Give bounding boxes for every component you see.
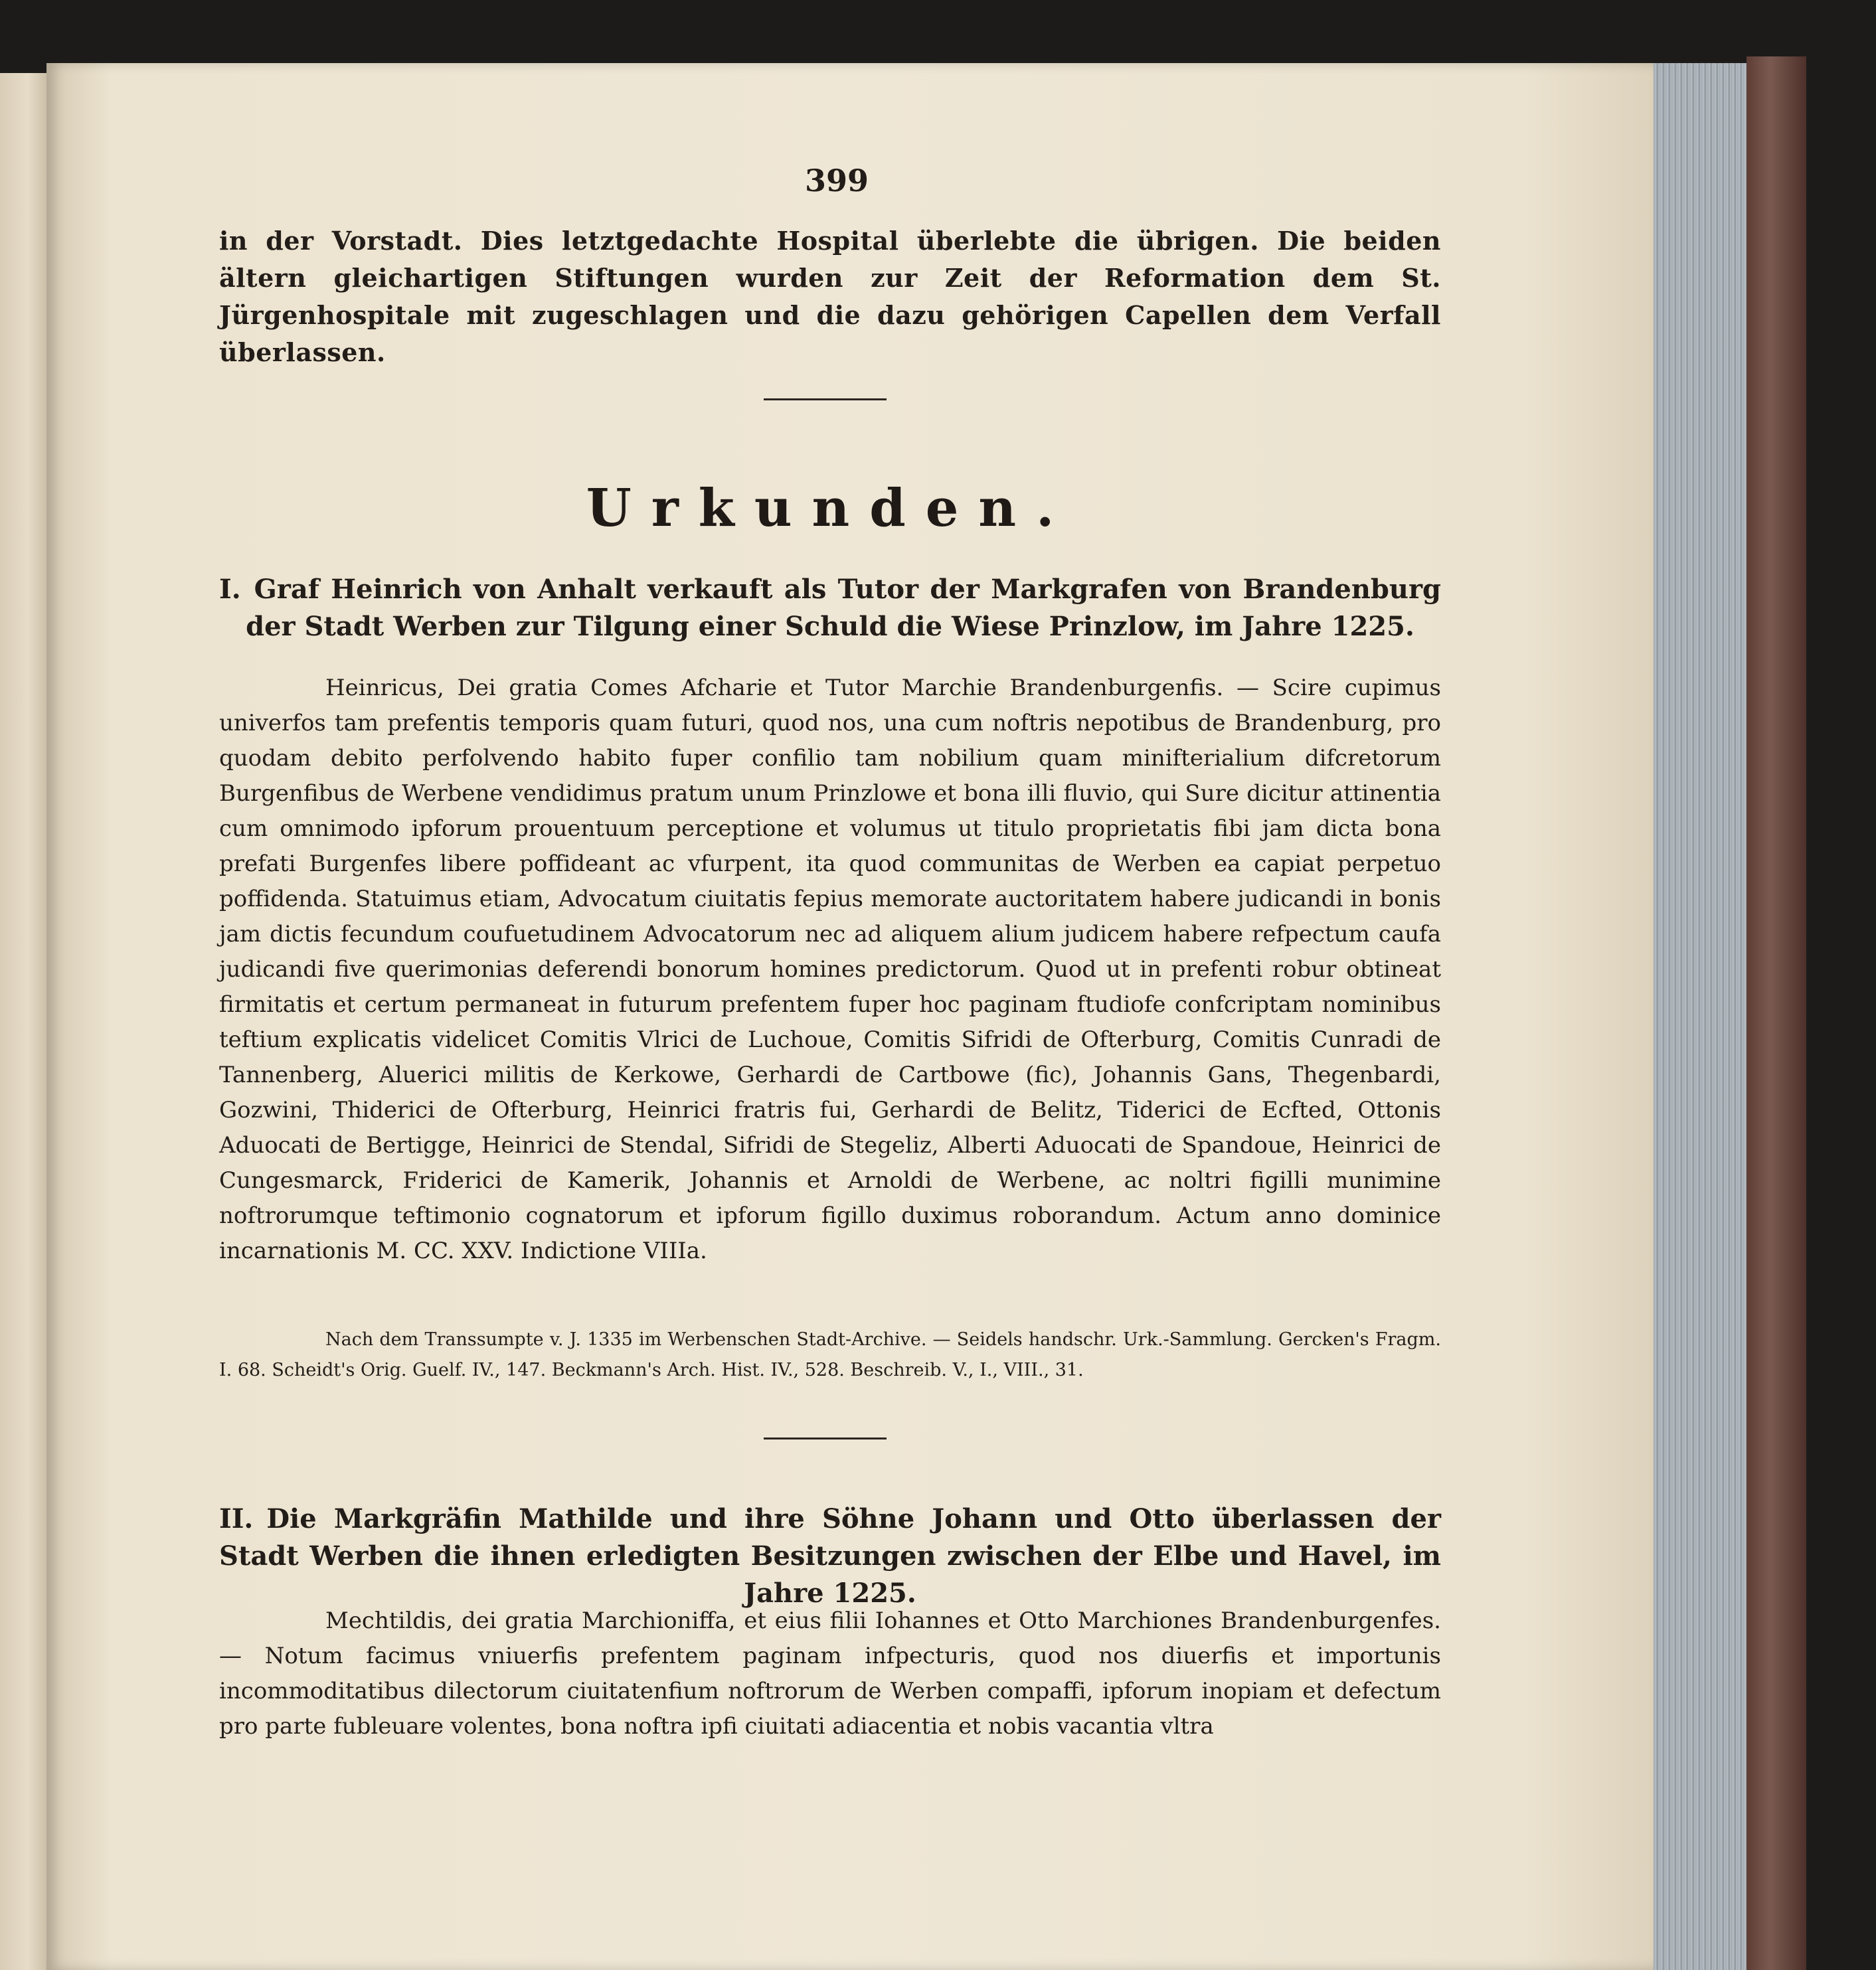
intro-paragraph: in der Vorstadt. Dies letztgedachte Hospital überlebte die übrigen. Die beiden ältern gleichartigen Stiftungen wurden zur Zeit der Reformation dem St. Jürgenhospitale mit zugeschlagen und die dazu gehörigen Capellen dem Verfall überlassen. <box>219 226 1441 367</box>
document-2-title-text: Die Markgräfin Mathilde und ihre Söhne Johann und Otto überlassen der Stadt Werben die ihnen erledigten Besitzungen zwischen der Elbe und Havel, im Jahre 1225. <box>219 1503 1441 1609</box>
document-1-title <box>219 571 1441 645</box>
left-page-edge <box>0 73 46 1970</box>
document-1-source: Nach dem Transsumpte v. J. 1335 im Werbenschen Stadt-Archive. — Seidels handschr. Urk.-Sammlung. Gercken's Fragm. I. 68. Scheidt's Orig. Guelf. IV., 147. Beckmann's Arch. Hist. IV., 528. Beschreib. V., I., VIII., 31. <box>219 1329 1441 1380</box>
page-number: 399 <box>804 163 869 199</box>
divider-rule <box>764 1437 887 1439</box>
document-1-title-text: Graf Heinrich von Anhalt verkauft als Tutor der Markgrafen von Brandenburg der Stadt Werben zur Tilgung einer Schuld die Wiese Prinzlow, im Jahre 1225. <box>246 574 1441 642</box>
document-1-body: Heinricus, Dei gratia Comes Afcharie et Tutor Marchie Brandenburgenfis. — Scire cupimus univerfos tam prefentis temporis quam futuri, quod nos, una cum noftris nepotibus de Brandenburg, pro quodam debito perfolvendo habito fuper confilio tam nobilium quam minifterialium difcretorum Burgenfibus de Werbene vendidimus pratum unum Prinzlowe et bona illi fluvio, qui Sure dicitur attinentia cum omnimodo ipforum prouentuum perceptione et volumus ut titulo proprietatis fibi jam dicta bona prefati Burgenfes libere poffideant ac vfurpent, ita quod communitas de Werben ea capiat perpetuo poffidenda. Statuimus etiam, Advocatum ciuitatis fepius memorate auctoritatem habere judicandi in bonis jam dictis fecundum coufuetudinem Advocatorum nec ad aliquem alium judicem habere refpectum caufa judicandi five querimonias deferendi bonorum homines predictorum. Quod ut in prefenti robur obtineat firmitatis et certum permaneat in futurum prefentem fuper hoc paginam ftudiofe confcriptam nominibus teftium explicatis videlicet Comitis Vlrici de Luchoue, Comitis Sifridi de Ofterburg, Comitis Cunradi de Tannenberg, Aluerici militis de Kerkowe, Gerhardi de Cartbowe (fic), Johannis Gans, Thegenbardi, Gozwini, Thiderici de Ofterburg, Heinrici fratris fui, Gerhardi de Belitz, Tiderici de Ecfted, Ottonis Aduocati de Bertigge, Heinrici de Stendal, Sifridi de Stegeliz, Alberti Aduocati de Spandoue, Heinrici de Cungesmarck, Friderici de Kamerik, Johannis et Arnoldi de Werbene, ac noltri figilli munimine noftrorumque teftimonio cognatorum et ipforum figillo duximus roborandum. Actum anno dominice incarnationis M. CC. XXV. Indictione VIIIa. <box>219 675 1441 1264</box>
document-2-body: Mechtildis, dei gratia Marchioniffa, et eius filii Iohannes et Otto Marchiones Brandenburgenfes. — Notum facimus vniuerfis prefentem paginam infpecturis, quod nos diuerfis et importunis incommoditatibus dilectorum ciuitatenfium noftrorum de Werben compaffi, ipforum inopiam et defectum pro parte fubleuare volentes, bona noftra ipfi ciuitati adiacentia et nobis vacantia vltra <box>219 1607 1441 1740</box>
page-edges <box>1654 63 1747 1970</box>
book-cover <box>1747 56 1806 1970</box>
divider-rule <box>764 398 887 400</box>
document-2-numeral: II. <box>219 1503 254 1534</box>
document-1-numeral: I. <box>219 574 241 605</box>
section-heading: Urkunden. <box>586 478 1074 538</box>
document-2-title <box>219 1501 1441 1612</box>
